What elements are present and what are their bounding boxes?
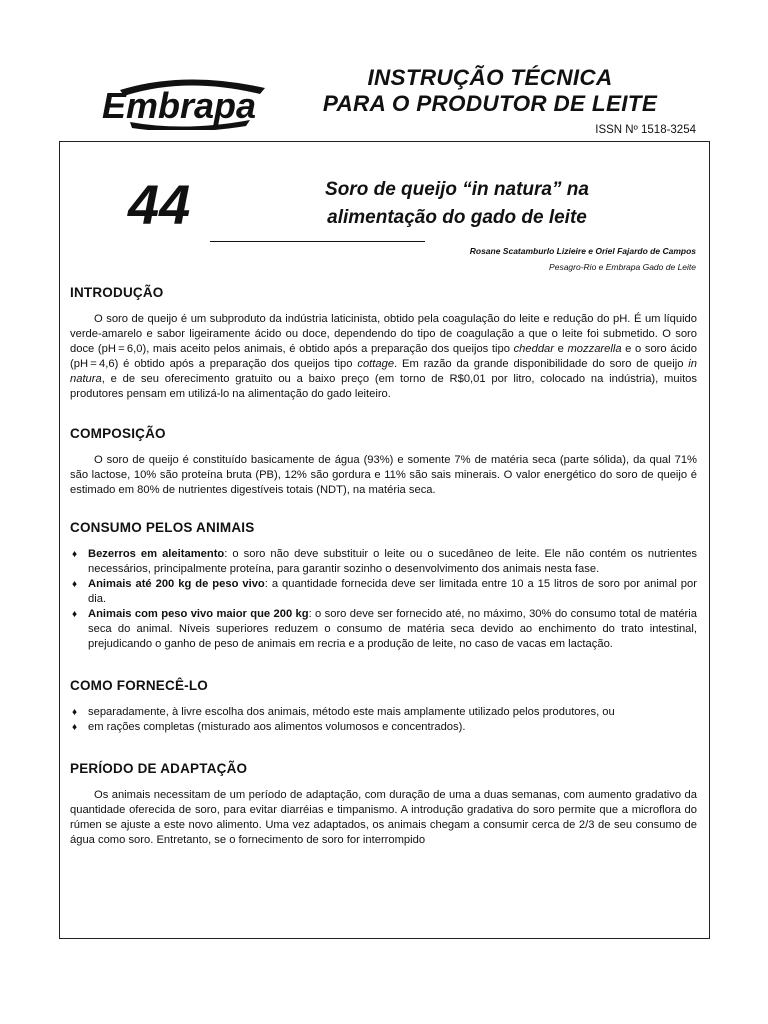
publication-series-title: [270, 65, 710, 117]
series-title-line2: PARA O PRODUTOR DE LEITE: [322, 91, 658, 116]
section-como-fornecer: [70, 678, 697, 735]
document-body: [70, 285, 701, 848]
section-heading: COMPOSIÇÃO: [70, 426, 166, 441]
section-heading: COMO FORNECÊ-LO: [70, 678, 208, 693]
document-title-line2: alimentação do gado de leite: [327, 207, 587, 228]
title-rule: [210, 241, 425, 242]
issue-number: 44: [128, 173, 191, 236]
section-consumo: [70, 520, 697, 652]
paragraph: O soro de queijo é um subproduto da indústria laticinista, obtido pela coagulação do leite e redução do pH. É um líquido verde-amarelo e sabor ligeiramente ácido ou doce, dependendo do tipo de coagulação a que o leite foi submetido. O soro doce (pH = 6,0), mais aceito pelos animais, é obtido após a preparação dos queijos tipo cheddar e mozzarella e o soro ácido (pH = 4,6) é obtido após a preparação dos queijos tipo cottage. Em razão da grande disponibilidade do soro de queijo in natura, e de seu oferecimento gratuito ou a baixo preço (em torno de R$0,01 por litro, colocado na indústria), muitos produtores pensam em utilizá-lo na alimentação do gado leiteiro.: [70, 313, 701, 400]
list-item: ♦ em rações completas (misturado aos alimentos volumosos e concentrados).: [72, 721, 466, 733]
authors: Rosane Scatamburlo Lizieire e Oriel Fajardo de Campos: [469, 246, 696, 256]
diamond-bullet-icon: ♦: [72, 609, 78, 620]
list-item: ♦ Bezerros em aleitamento: o soro não deve substituir o leite ou o sucedâneo de leite. Ele não contém os nutrientes necessários, principalmente proteína, para garantir sozinho o desenvolvimento dos animais nesta fase.: [72, 548, 698, 575]
section-composicao: [70, 426, 697, 498]
list-item: ♦ Animais com peso vivo maior que 200 kg: o soro deve ser fornecido até, no máximo, 30% do consumo total de matéria seca do animal. Níveis superiores reduzem o consumo de matéria seca devido ao enchimento do trato intestinal, prejudicando o ganho de peso de animais em recria e a produção de leite, no caso de vacas em lactação.: [72, 608, 697, 650]
document-title-line1: Soro de queijo “in natura” na: [325, 179, 589, 200]
section-heading: PERÍODO DE ADAPTAÇÃO: [70, 761, 248, 776]
logo-text: Embrapa: [102, 85, 257, 126]
section-periodo-adaptacao: [70, 761, 697, 848]
issn-number: ISSN Nº 1518-3254: [595, 124, 696, 136]
diamond-bullet-icon: ♦: [72, 579, 78, 590]
paragraph: O soro de queijo é constituído basicamente de água (93%) e somente 7% de matéria seca (parte sólida), da qual 71% são lactose, 10% são proteína bruta (PB), 12% são gordura e 11% são sais minerais. O valor energético do soro de queijo é estimado em 80% de nutrientes digestíveis totais (NDT), na matéria seca.: [70, 454, 697, 496]
section-heading: INTRODUÇÃO: [70, 285, 164, 300]
list-item: ♦ separadamente, à livre escolha dos animais, método este mais amplamente utilizado pelos produtores, ou: [72, 706, 615, 718]
section-heading: CONSUMO PELOS ANIMAIS: [70, 520, 255, 535]
section-introducao: [70, 285, 701, 402]
affiliation: Pesagro-Rio e Embrapa Gado de Leite: [549, 262, 696, 272]
series-title-line1: INSTRUÇÃO TÉCNICA: [367, 65, 613, 90]
document-title: [262, 176, 652, 232]
bullet-list: [70, 705, 697, 735]
embrapa-logo: [100, 70, 270, 130]
bullet-list: [70, 547, 697, 652]
diamond-bullet-icon: ♦: [72, 707, 78, 718]
paragraph: Os animais necessitam de um período de adaptação, com duração de uma a duas semanas, com aumento gradativo da quantidade oferecida de soro, para evitar diarréias e timpanismo. A introdução gradativa do soro permite que a microflora do rúmen se ajuste a este novo alimento. Uma vez adaptados, os animais chegam a consumir cerca de 2/3 de seu consumo de água como soro. Entretanto, se o fornecimento de soro for interrompido: [70, 789, 697, 846]
diamond-bullet-icon: ♦: [72, 549, 78, 560]
list-item: ♦ Animais até 200 kg de peso vivo: a quantidade fornecida deve ser limitada entre 10 a 15 litros de soro por animal por dia.: [72, 578, 697, 605]
diamond-bullet-icon: ♦: [72, 722, 78, 733]
